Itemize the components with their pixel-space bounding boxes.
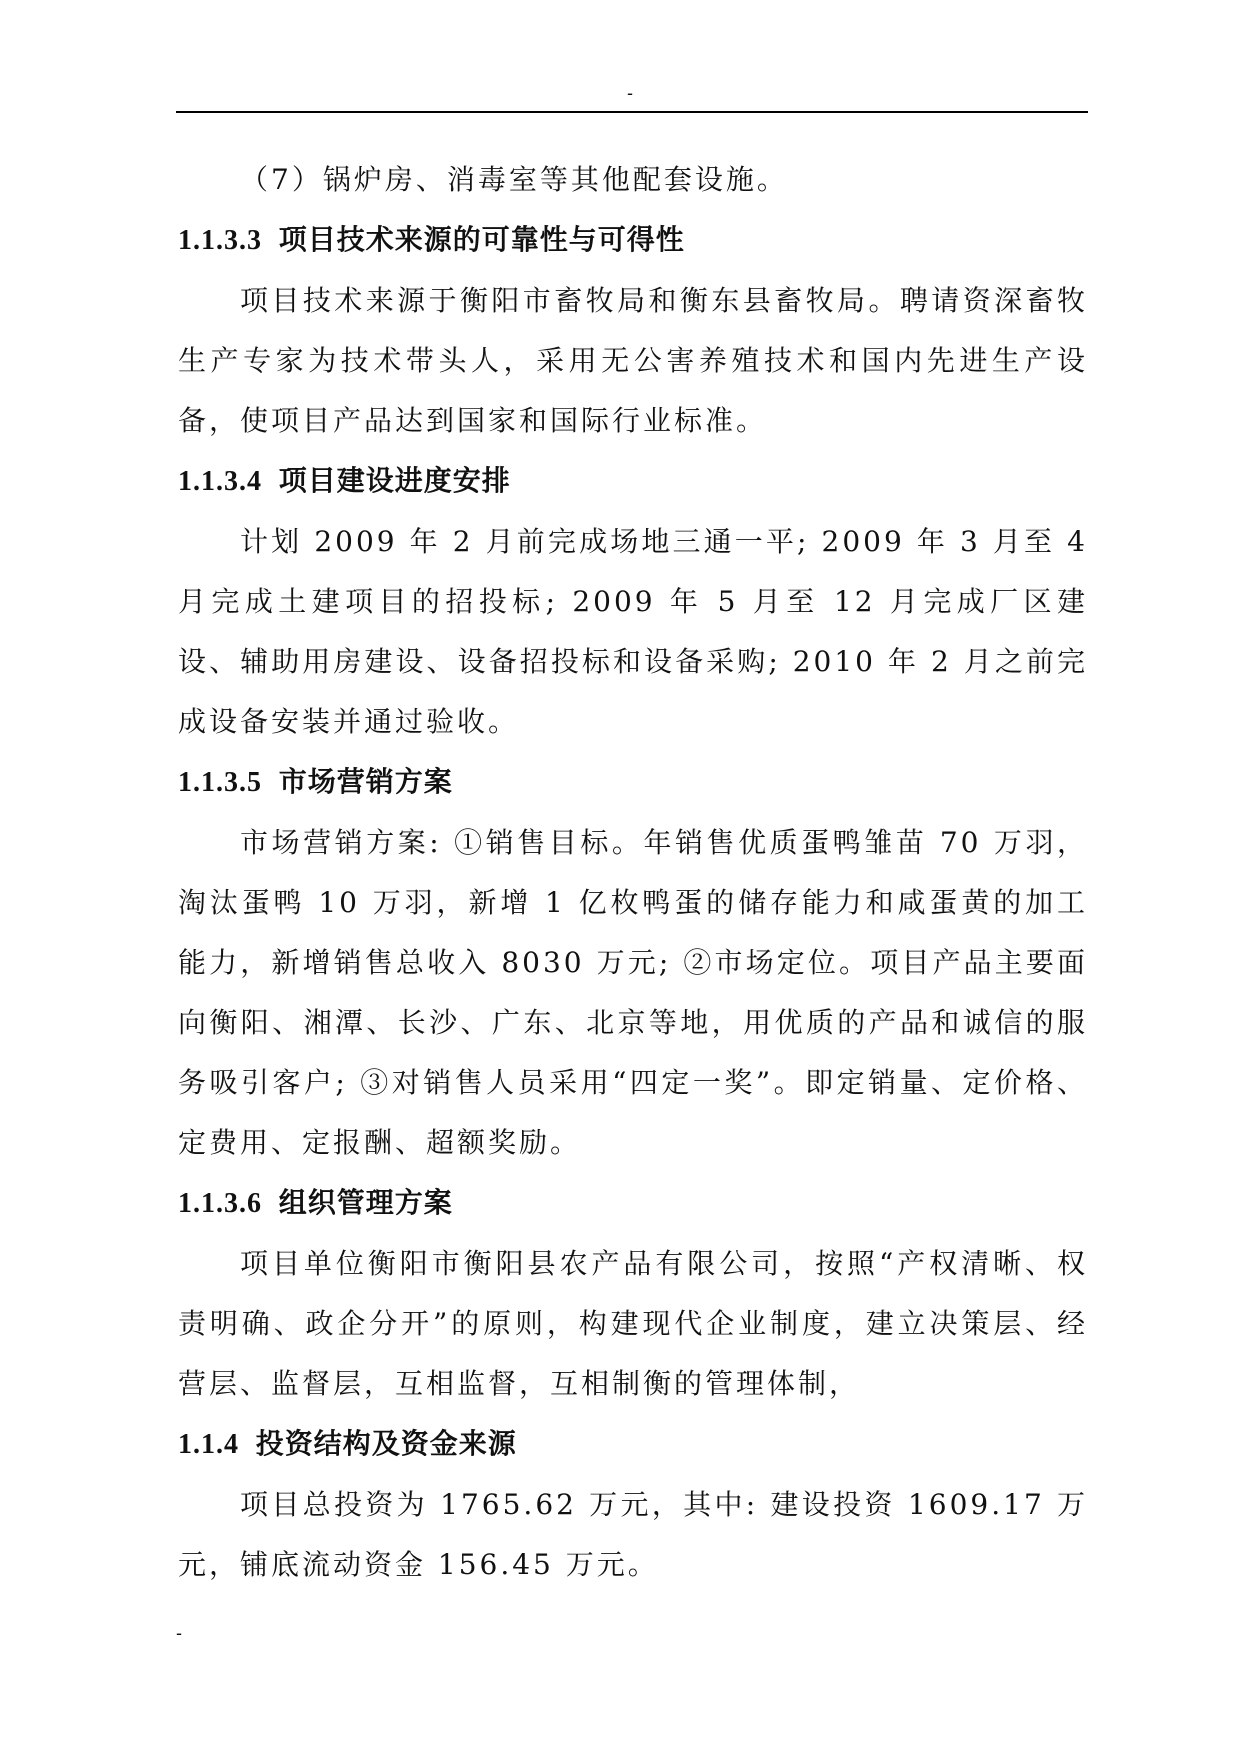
section-title: 市场营销方案 [278,765,453,798]
paragraph-technology-source: 项目技术来源于衡阳市畜牧局和衡东县畜牧局。聘请资深畜牧生产专家为技术带头人，采用无公害养殖技术和国内先进生产设备，使项目产品达到国家和国际行业标准。 [178,284,1088,437]
document-body [178,150,1088,1595]
section-heading-1-1-3-3 [178,210,1088,271]
section-number: 1.1.3.4 [178,466,262,497]
section-number: 1.1.3.6 [178,1188,262,1219]
header-mark: - [627,83,633,103]
paragraph-organization: 项目单位衡阳市衡阳县农产品有限公司，按照“产权清晰、权责明确、政企分开”的原则，构建现代企业制度，建立决策层、经营层、监督层，互相监督，互相制衡的管理体制， [178,1247,1088,1400]
section-title: 项目技术来源的可靠性与可得性 [278,223,685,256]
section-number: 1.1.3.3 [178,225,262,256]
paragraph-marketing: 市场营销方案: ①销售目标。年销售优质蛋鸭雏苗 70 万羽，淘汰蛋鸭 10 万羽，新增 1 亿枚鸭蛋的储存能力和咸蛋黄的加工能力，新增销售总收入 8030 万元; ②市场定位。项目产品主要面向衡阳、湘潭、长沙、广东、北京等地，用优质的产品和诚信的服务吸引客户; ③对销售人员采用“四定一奖”。即定销量、定价格、定费用、定报酬、超额奖励。 [178,826,1088,1159]
section-number: 1.1.3.5 [178,767,262,798]
section-heading-1-1-3-4 [178,451,1088,512]
section-title: 项目建设进度安排 [278,464,511,497]
section-number: 1.1.4 [178,1429,239,1460]
section-title: 组织管理方案 [278,1186,453,1219]
paragraph-schedule: 计划 2009 年 2 月前完成场地三通一平; 2009 年 3 月至 4 月完成土建项目的招投标; 2009 年 5 月至 12 月完成厂区建设、辅助用房建设、设备招投标和设备采购; 2010 年 2 月之前完成设备安装并通过验收。 [178,525,1088,738]
section-heading-1-1-3-5 [178,752,1088,813]
footer-mark: - [176,1623,182,1643]
paragraph-investment: 项目总投资为 1765.62 万元，其中: 建设投资 1609.17 万元，铺底流动资金 156.45 万元。 [178,1488,1088,1581]
section-heading-1-1-3-6 [178,1173,1088,1234]
section-heading-1-1-4 [178,1414,1088,1475]
paragraph-facilities: （7）锅炉房、消毒室等其他配套设施。 [240,163,788,196]
header-rule [176,111,1088,113]
section-title: 投资结构及资金来源 [255,1427,517,1460]
